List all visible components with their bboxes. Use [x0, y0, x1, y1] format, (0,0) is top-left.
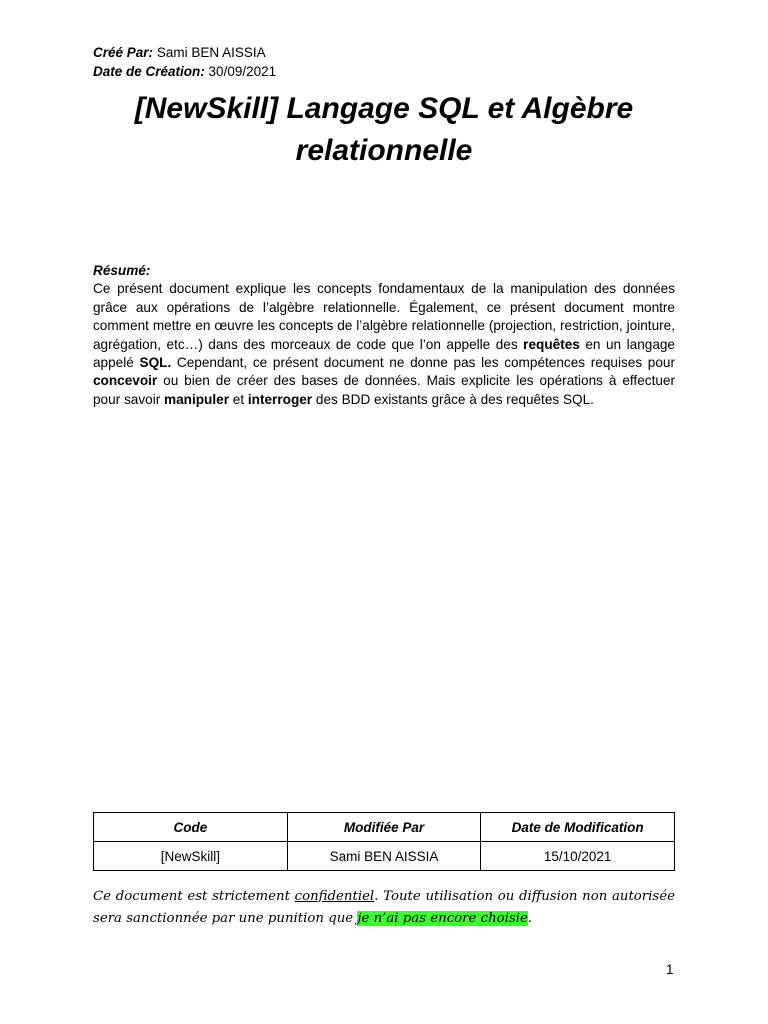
page-number: 1 [666, 962, 674, 977]
cell-modification-date: 15/10/2021 [481, 842, 675, 871]
title-line-2: relationnelle [295, 134, 473, 167]
cell-code: [NewSkill] [94, 842, 288, 871]
created-date-line [93, 62, 276, 81]
table-header-row [94, 813, 675, 842]
notice-text-part: . [527, 911, 533, 926]
summary-text-part: ou bien de créer des bases de données. Mais explicite les opérations à effectuer pour savoir [93, 373, 675, 407]
summary-section [93, 262, 675, 409]
summary-text-part: Cependant, ce présent document ne donne pas les compétences requises pour [171, 355, 675, 371]
modification-table [93, 812, 675, 871]
notice-underlined-term: confidentiel [294, 889, 375, 904]
summary-bold-term: requêtes [523, 336, 580, 352]
summary-bold-term: concevoir [93, 373, 158, 389]
notice-highlighted-text: je n’ai pas encore choisie [357, 911, 528, 926]
summary-text-part: Ce présent document explique les concepts fondamentaux de la manipulation des données grâce aux opérations de l’algèbre relationnelle. Également, ce présent document montre comment mettre en œuvre les concepts de l’algèbre relationnelle (projection, restriction, jointure, agrégation, etc…) dans des morceaux de code que l’on appelle des [93, 281, 675, 352]
document-title [60, 88, 708, 172]
summary-text-part: en un langage appelé [93, 336, 675, 371]
summary-label: Résumé: [93, 263, 151, 278]
summary-bold-term: manipuler [164, 391, 229, 407]
document-meta [93, 43, 276, 81]
header-modified-by: Modifiée Par [287, 813, 481, 842]
summary-text-part: des BDD existants grâce à des requêtes SQL. [312, 391, 594, 407]
notice-text-part: Ce document est strictement [93, 889, 295, 904]
created-date-value: 30/09/2021 [208, 64, 277, 79]
notice-text-part: . Toute utilisation ou diffusion non autorisée sera sanctionnée par une punition que [93, 889, 675, 926]
created-by-value: Sami BEN AISSIA [156, 45, 266, 60]
title-line-1: [NewSkill] Langage SQL et Algèbre [134, 92, 634, 125]
header-modification-date: Date de Modification [481, 813, 675, 842]
header-code: Code [94, 813, 288, 842]
table-row [94, 842, 675, 871]
created-date-label: Date de Création: [93, 64, 205, 79]
created-by-line [93, 43, 276, 62]
created-by-label: Créé Par: [93, 45, 154, 60]
summary-text-part: et [229, 391, 248, 407]
summary-bold-term: SQL. [139, 355, 172, 371]
cell-modified-by: Sami BEN AISSIA [287, 842, 481, 871]
confidentiality-notice [93, 886, 675, 930]
summary-text [93, 280, 675, 409]
summary-bold-term: interroger [247, 391, 313, 407]
